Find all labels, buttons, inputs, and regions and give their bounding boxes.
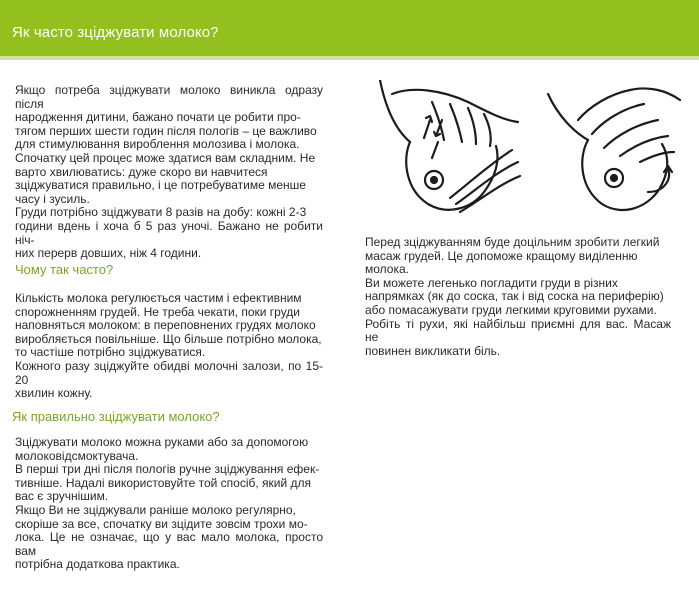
intro-line: народження дитини, бажано почати це робити про- [15,110,301,125]
intro-line: них перерв довших, ніж 4 години. [15,246,202,261]
page-title: Як часто зціджувати молоко? [12,24,219,41]
intro-line: часу і зусиль. [15,191,90,206]
massage-line: напрямках (як до соска, так і від соска на периферію) [365,289,664,304]
intro-line: години вдень і хоча б 5 раз уночі. Бажано не робити ніч- [15,218,323,247]
intro-line: для стимулювання вироблення молозива і молока. [15,137,300,152]
massage-line: або помасажувати груди легкими круговими рухами. [365,302,657,317]
how-line: скоріше за все, спочатку ви зцідите зовсім трохи мо- [15,516,308,531]
how-line: Якщо Ви не зціджували раніше молоко регулярно, [15,502,296,517]
massage-text [365,236,671,358]
why-line: виробляється повільніше. Що більше потрібно молока, [15,331,322,346]
page-header [0,0,699,60]
intro-line: Якщо потреба зціджувати молоко виникла одразу після [15,83,323,111]
intro-line: зціджуватися правильно, і це потребуватиме менше [15,178,306,193]
massage-line: повинен викликати біль. [365,343,501,358]
why-text [15,292,323,401]
massage-line: молока. [365,262,409,277]
how-line: Зціджувати молоко можна руками або за допомогою [15,435,309,449]
why-line: спорожненням грудей. Не треба чекати, поки груди [15,304,300,319]
intro-line: Груди потрібно зціджувати 8 разів на добу: кожні 2-3 [15,205,307,220]
why-heading: Чому так часто? [15,262,114,277]
massage-line: Перед зціджуванням буде доцільним зробити легкий [365,235,660,249]
intro-line: тягом перших шести годин після пологів – це важливо [15,123,317,138]
intro-line: варто хвилюватись: дуже скоро ви навчитеся [15,164,268,179]
intro-line: Спочатку цей процес може здатися вам складним. Не [15,150,316,165]
how-heading: Як правильно зціджувати молоко? [12,409,220,424]
how-line: лока. Це не означає, що у вас мало молока, просто вам [15,530,323,558]
how-line: тивніше. Надалі використовуйте той спосіб, який для [15,475,312,490]
breast-massage-illustration-2 [540,80,690,220]
breast-massage-illustration-1 [372,80,522,220]
intro-text [15,84,323,261]
how-line: В перші три дні після пологів ручне зціджування ефек- [15,462,320,477]
why-line: хвилин кожну. [15,386,93,401]
how-text [15,436,323,572]
why-line: наповняться молоком: в переповнених грудях молоко [15,318,316,333]
massage-line: Ви можете легенько погладити груди в різних [365,275,618,290]
why-line: Кількість молока регулюється частим і ефективним [15,291,302,305]
how-line: молоковідсмоктувача. [15,448,139,463]
massage-line: Робіть ті рухи, які найбільш приємні для вас. Масаж не [365,316,671,345]
massage-line: масаж грудей. Це допоможе кращому виділенню [365,248,638,263]
why-line: то частіше потрібно зціджуватися. [15,345,206,360]
why-line: Кожного разу зціджуйте обидві молочні залози, по 15-20 [15,358,323,387]
how-line: потрібна додаткова практика. [15,557,180,572]
how-line: вас є зручнішим. [15,489,109,504]
header-stripe [0,56,699,60]
